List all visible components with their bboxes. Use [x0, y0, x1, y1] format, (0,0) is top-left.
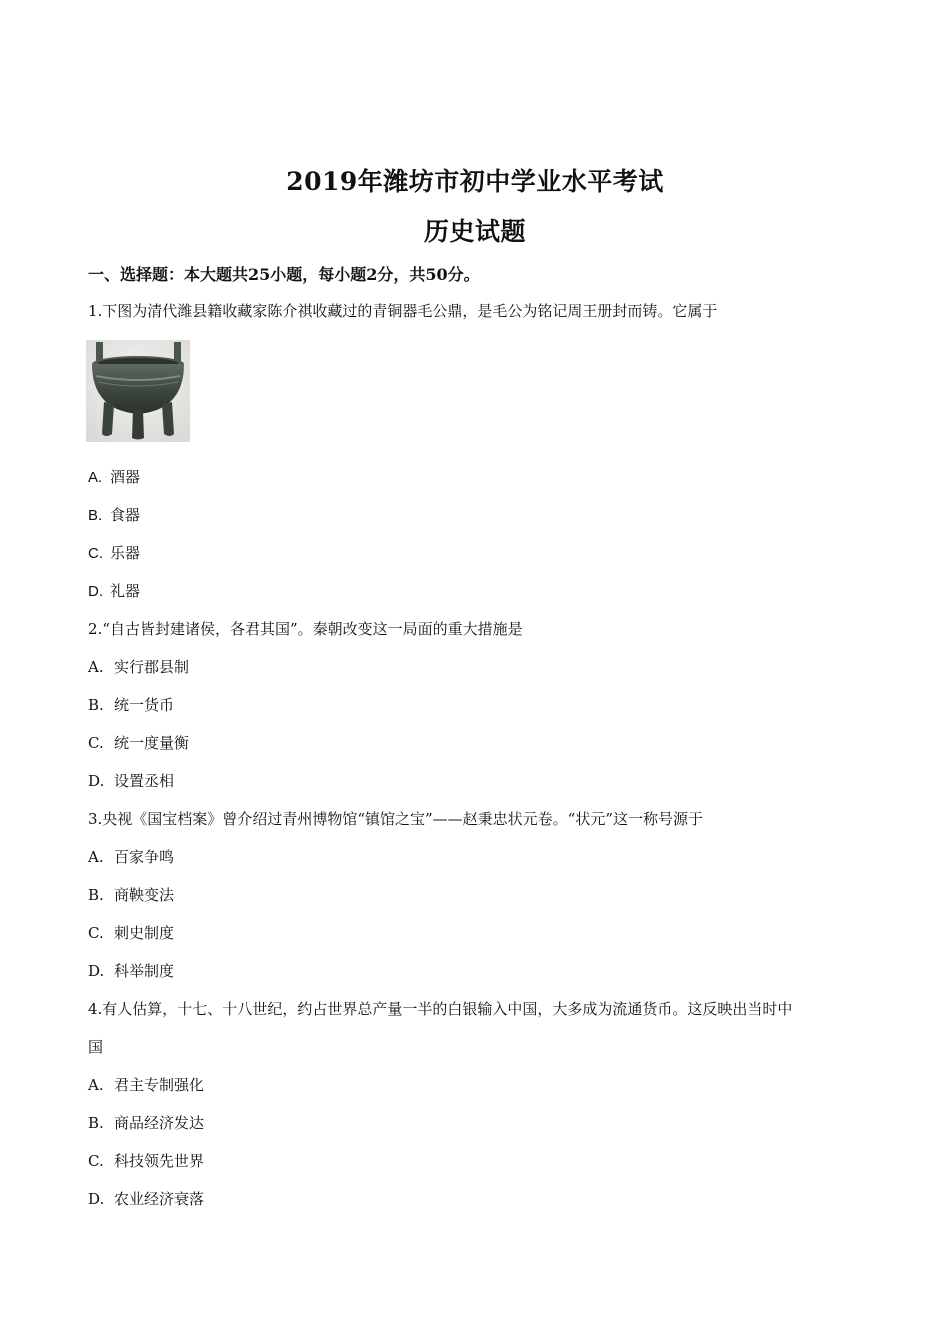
q4-option-b[interactable]: B. 商品经济发达 [88, 1114, 205, 1132]
question-4-text-line2: 国 [88, 1038, 104, 1056]
q4-option-a[interactable]: A. 君主专制强化 [88, 1076, 205, 1094]
q3-option-c[interactable]: C. 刺史制度 [88, 924, 175, 942]
exam-subtitle: 历史试题 [423, 217, 526, 246]
question-4-text-line1: 4.有人估算，十七、十八世纪，约占世界总产量一半的白银输入中国，大多成为流通货币。这反映出当时中 [88, 1000, 793, 1018]
q1-option-a[interactable]: A. 酒器 [88, 468, 141, 486]
q2-option-b[interactable]: B. 统一货币 [88, 696, 175, 714]
exam-title: 2019年潍坊市初中学业水平考试 [286, 167, 664, 196]
q3-option-a[interactable]: A. 百家争鸣 [88, 848, 175, 866]
bronze-ding-image [86, 340, 190, 442]
q4-option-c[interactable]: C. 科技领先世界 [88, 1152, 205, 1170]
q3-option-d[interactable]: D. 科举制度 [88, 962, 175, 980]
question-2-text: 2.“自古皆封建诸侯，各君其国”。秦朝改变这一局面的重大措施是 [88, 620, 523, 638]
q2-option-c[interactable]: C. 统一度量衡 [88, 734, 190, 752]
q2-option-a[interactable]: A. 实行郡县制 [88, 658, 190, 676]
q1-option-c[interactable]: C. 乐器 [88, 544, 141, 562]
question-1-text: 1.下图为清代潍县籍收藏家陈介祺收藏过的青铜器毛公鼎，是毛公为铭记周王册封而铸。它属于 [88, 302, 718, 320]
q2-option-d[interactable]: D. 设置丞相 [88, 772, 175, 790]
question-3-text: 3.央视《国宝档案》曾介绍过青州博物馆“镇馆之宝”——赵秉忠状元卷。“状元”这一称号源于 [88, 810, 703, 828]
q1-option-d[interactable]: D. 礼器 [88, 582, 141, 600]
section-heading: 一、选择题：本大题共25小题，每小题2分，共50分。 [88, 265, 480, 284]
q4-option-d[interactable]: D. 农业经济衰落 [88, 1190, 205, 1208]
q1-option-b[interactable]: B. 食器 [88, 506, 141, 524]
q3-option-b[interactable]: B. 商鞅变法 [88, 886, 175, 904]
